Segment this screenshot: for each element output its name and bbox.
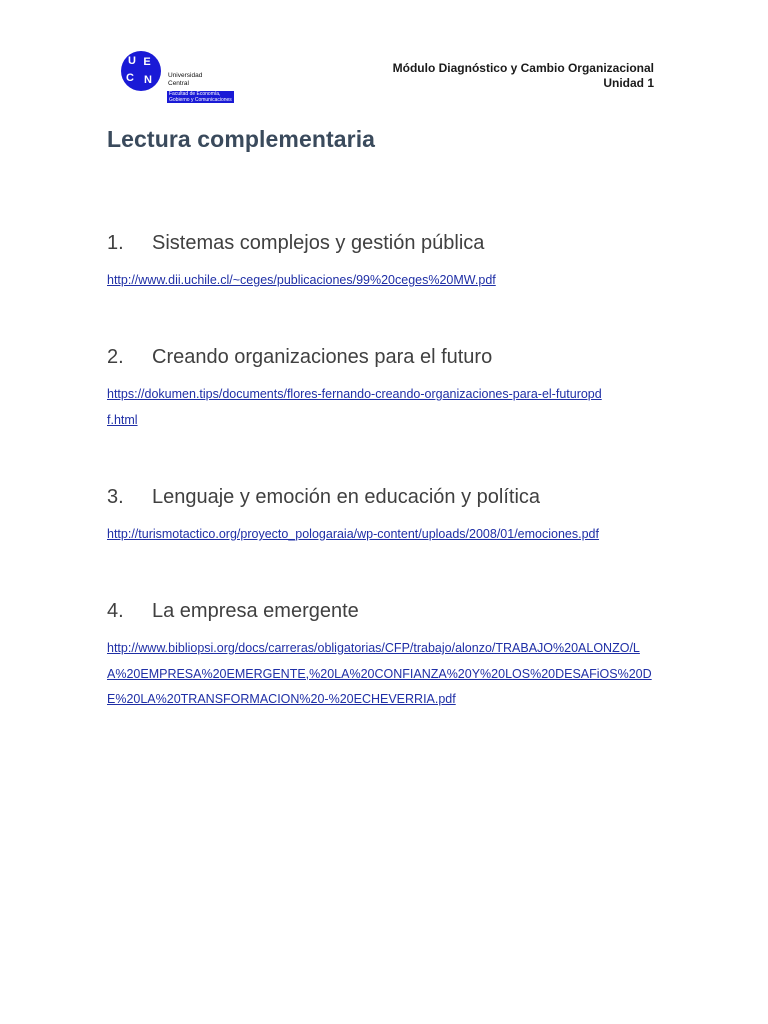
logo-letter-e: E xyxy=(143,56,151,68)
reading-number: 3. xyxy=(107,486,124,508)
reading-title-text: Creando organizaciones para el futuro xyxy=(152,346,493,368)
reading-link[interactable]: http://www.bibliopsi.org/docs/carreras/obligatorias/CFP/trabajo/alonzo/TRABAJO%20ALONZO/LA%20EMPRESA%20EMERGENTE,%20LA%20CONFIANZA%20Y%20LOS%20DESAFiOS%20DE%20LA%20TRANSFORMACION%20-%20ECHEVERRIA.pdf xyxy=(107,641,652,706)
reading-item xyxy=(107,232,667,294)
reading-link[interactable]: http://turismotactico.org/proyecto_pologaraia/wp-content/uploads/2008/01/emociones.pdf xyxy=(107,527,599,541)
logo-university-name: Universidad Central xyxy=(168,72,203,87)
reading-link[interactable]: https://dokumen.tips/documents/flores-fernando-creando-organizaciones-para-el-futuropdf.html xyxy=(107,387,602,427)
reading-number: 2. xyxy=(107,346,124,368)
reading-item xyxy=(107,600,667,713)
reading-title xyxy=(107,486,667,509)
logo-faculty-name: Facultad de Economía, Gobierno y Comunicaciones xyxy=(169,91,232,103)
module-name: Módulo Diagnóstico y Cambio Organizacional xyxy=(392,61,654,75)
reading-title xyxy=(107,232,667,255)
logo-letter-u: U xyxy=(128,55,136,67)
reading-item xyxy=(107,486,667,548)
reading-number: 1. xyxy=(107,232,124,254)
reading-title-text: Sistemas complejos y gestión pública xyxy=(152,232,485,254)
reading-number: 4. xyxy=(107,600,124,622)
module-header xyxy=(393,61,654,91)
university-logo xyxy=(118,48,258,110)
reading-title-text: Lenguaje y emoción en educación y política xyxy=(152,486,541,508)
unit-label: Unidad 1 xyxy=(603,76,654,90)
reading-title xyxy=(107,346,667,369)
ucen-logo-icon xyxy=(118,48,164,94)
page-title: Lectura complementaria xyxy=(107,126,376,152)
reading-title-text: La empresa emergente xyxy=(152,600,359,622)
reading-item xyxy=(107,346,667,433)
logo-letter-n: N xyxy=(144,74,152,86)
reading-link[interactable]: http://www.dii.uchile.cl/~ceges/publicaciones/99%20ceges%20MW.pdf xyxy=(107,273,496,287)
logo-letter-c: C xyxy=(126,72,134,84)
reading-title xyxy=(107,600,667,623)
